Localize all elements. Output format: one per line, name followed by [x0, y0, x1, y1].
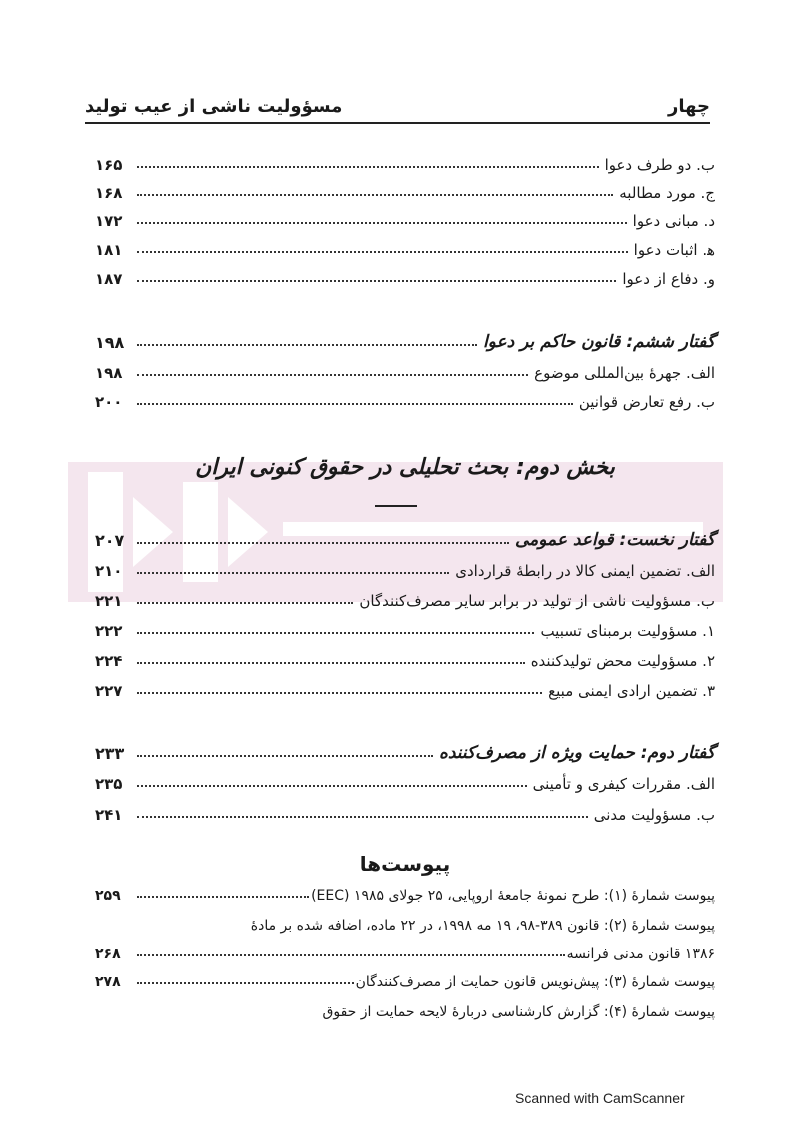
book-title: مسؤولیت ناشی از عیب تولید	[85, 96, 343, 117]
part-title: بخش دوم: بحث تحلیلی در حقوق کنونی ایران	[195, 455, 615, 480]
dot-leader	[137, 572, 449, 574]
dot-leader	[137, 222, 627, 224]
toc-entry-label: الف. مقررات کیفری و تأمینی	[532, 775, 715, 793]
toc-entry-page: ۲۲۴	[95, 652, 123, 670]
toc-entry	[95, 148, 715, 174]
toc-entry	[95, 262, 715, 288]
toc-chapter-page: ۱۹۸	[95, 333, 125, 352]
toc-entry-page: ۱۷۲	[95, 212, 123, 230]
dot-leader	[137, 632, 534, 634]
dot-leader	[137, 692, 542, 694]
appendix-entry	[95, 910, 715, 934]
toc-entry	[95, 204, 715, 230]
toc-entry-label: ب. مسؤولیت ناشی از تولید در برابر سایر مصرف‌کنندگان	[359, 592, 715, 610]
appendix-page: ۲۶۸	[95, 946, 121, 962]
toc-chapter	[95, 524, 715, 550]
toc-chapter-page: ۲۰۷	[95, 531, 125, 550]
toc-chapter-label: گفتار دوم: حمایت ویژه از مصرف‌کننده	[438, 743, 715, 763]
toc-entry	[95, 798, 715, 824]
toc-entry-page: ۱۹۸	[95, 364, 123, 382]
toc-entry-label: ﻫ. اثبات دعوا	[633, 241, 715, 259]
toc-entry-page: ۱۶۸	[95, 184, 123, 202]
toc-entry-page: ۲۰۰	[95, 393, 123, 411]
toc-entry-page: ۲۱۰	[95, 562, 123, 580]
dot-leader	[137, 542, 509, 544]
appendix-page: ۲۷۸	[95, 974, 121, 990]
appendices-heading: پیوست‌ها	[359, 852, 451, 876]
toc-chapter-label: گفتار ششم: قانون حاکم بر دعوا	[482, 332, 715, 352]
toc-entry-label: ب. رفع تعارض قوانین	[578, 393, 715, 411]
appendix-entry	[95, 880, 715, 904]
title-rule	[375, 505, 417, 507]
toc-entry-label: ۱. مسؤولیت برمبنای تسبیب	[540, 622, 715, 640]
appendix-label: پیوست شمارهٔ (۳): پیش‌نویس قانون حمایت از مصرف‌کنندگان	[355, 974, 715, 990]
toc-entry	[95, 614, 715, 640]
appendix-label: پیوست شمارهٔ (۱): طرح نمونهٔ جامعهٔ اروپایی، ۲۵ جولای ۱۹۸۵ (EEC)	[311, 888, 715, 904]
toc-entry-label: الف. جهرهٔ بین‌المللی موضوع	[534, 364, 715, 382]
dot-leader	[137, 194, 613, 196]
toc-entry	[95, 176, 715, 202]
running-header	[85, 94, 710, 124]
toc-entry	[95, 644, 715, 670]
toc-entry-label: و. دفاع از دعوا	[622, 270, 715, 288]
toc-entry-label: ب. دو طرف دعوا	[604, 156, 715, 174]
toc-entry	[95, 356, 715, 382]
toc-entry-page: ۲۳۵	[95, 775, 123, 793]
dot-leader	[137, 954, 565, 956]
appendix-page: ۲۵۹	[95, 888, 121, 904]
dot-leader	[137, 602, 353, 604]
dot-leader	[137, 344, 477, 346]
dot-leader	[137, 662, 525, 664]
appendix-entry	[95, 966, 715, 990]
dot-leader	[137, 816, 588, 818]
toc-entry-page: ۱۸۱	[95, 241, 123, 259]
dot-leader	[137, 280, 616, 282]
toc-entry-page: ۲۲۲	[95, 622, 123, 640]
appendix-entry	[95, 996, 715, 1020]
dot-leader	[137, 896, 309, 898]
toc-entry-page: ۱۸۷	[95, 270, 123, 288]
appendix-label: پیوست شمارهٔ (۲): قانون ۳۸۹-۹۸، ۱۹ مه ۱۹۹۸، در ۲۲ ماده، اضافه شده بر مادهٔ	[250, 918, 715, 934]
toc-entry-page: ۲۴۱	[95, 806, 123, 824]
page-label: چهار	[668, 96, 710, 117]
toc-entry-label: ب. مسؤولیت مدنی	[593, 806, 715, 824]
toc-entry	[95, 233, 715, 259]
toc-entry-label: ۲. مسؤولیت محض تولیدکننده	[530, 652, 715, 670]
appendix-label: پیوست شمارهٔ (۴): گزارش کارشناسی دربارهٔ لایحه حمایت از حقوق	[322, 1004, 715, 1020]
dot-leader	[137, 251, 628, 253]
toc-entry	[95, 385, 715, 411]
toc-entry-page: ۲۲۷	[95, 682, 123, 700]
toc-entry	[95, 554, 715, 580]
toc-entry-label: الف. تضمین ایمنی کالا در رابطهٔ قراردادی	[455, 562, 715, 580]
dot-leader	[137, 755, 433, 757]
toc-entry-page: ۲۲۱	[95, 592, 123, 610]
toc-chapter-page: ۲۳۳	[95, 744, 125, 763]
scanner-watermark-text: Scanned with CamScanner	[515, 1090, 685, 1106]
toc-entry	[95, 767, 715, 793]
toc-entry-label: ج. مورد مطالبه	[619, 184, 715, 202]
toc-entry	[95, 584, 715, 610]
dot-leader	[137, 166, 599, 168]
toc-entry	[95, 674, 715, 700]
dot-leader	[137, 403, 573, 405]
dot-leader	[137, 785, 527, 787]
toc-entry-label: ۳. تضمین ارادی ایمنی مبیع	[548, 682, 715, 700]
dot-leader	[137, 374, 528, 376]
toc-chapter-label: گفتار نخست: قواعد عمومی	[514, 530, 715, 550]
toc-entry-page: ۱۶۵	[95, 156, 123, 174]
toc-entry-label: د. مبانی دعوا	[632, 212, 715, 230]
toc-chapter	[95, 737, 715, 763]
toc-chapter	[95, 326, 715, 352]
appendix-entry-continued	[95, 938, 715, 962]
dot-leader	[137, 982, 354, 984]
appendix-label: ۱۳۸۶ قانون مدنی فرانسه	[566, 946, 715, 962]
